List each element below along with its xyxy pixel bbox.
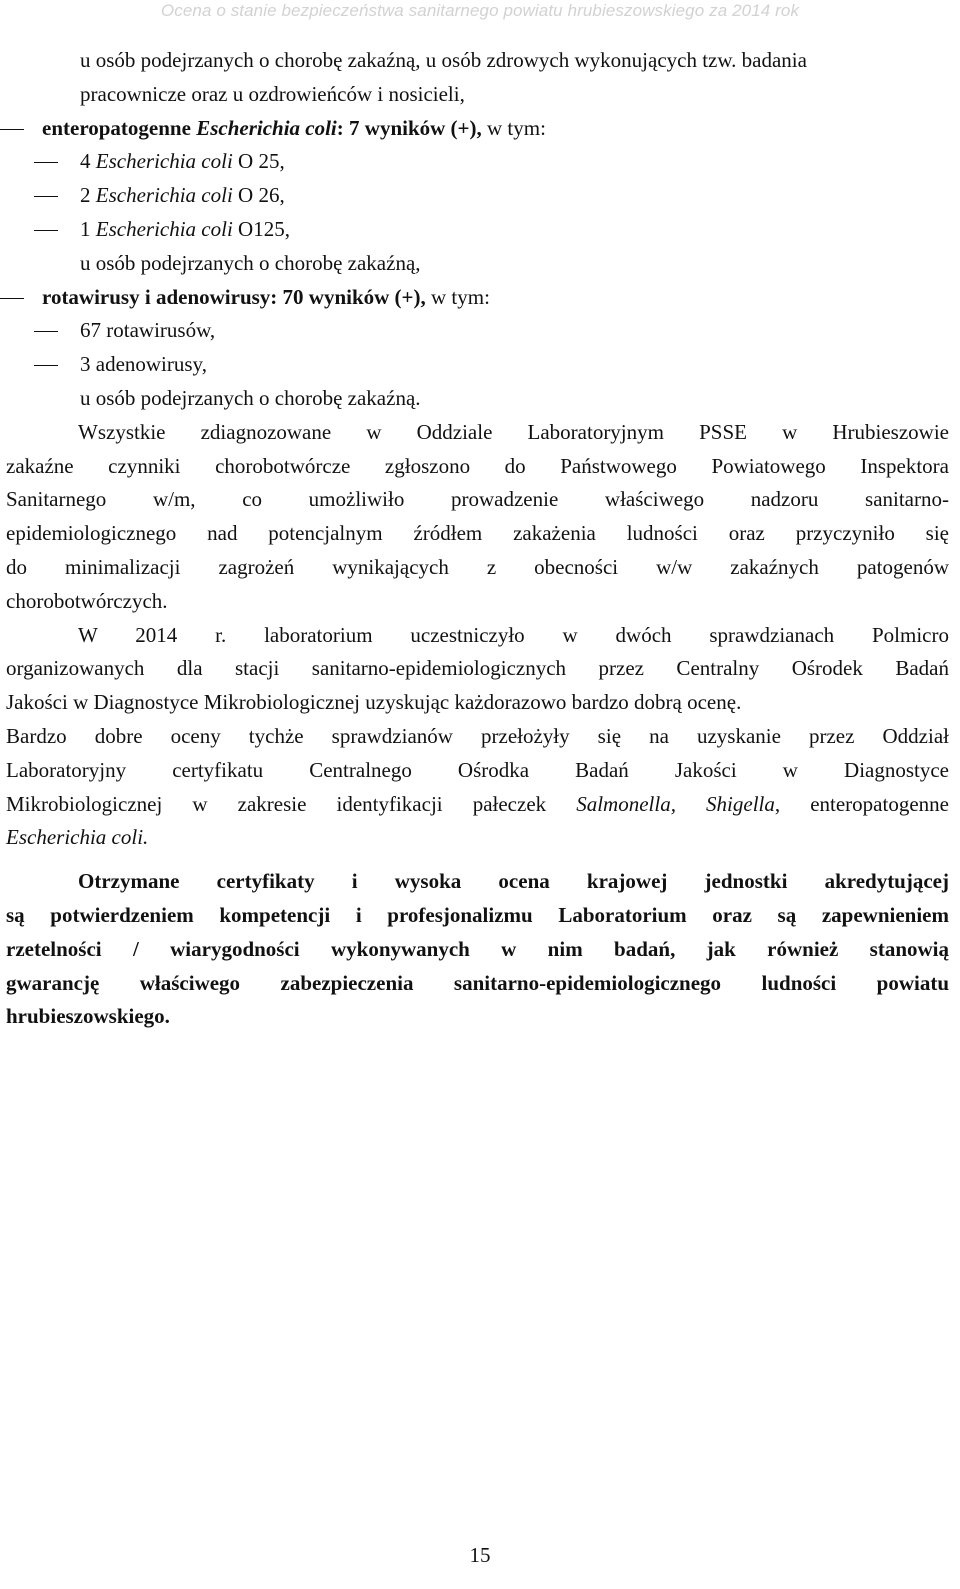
paragraph-line: Otrzymane certyfikaty i wysoka ocena krajowej jednostki akredytującej <box>78 869 949 894</box>
item-count: 2 <box>80 183 96 208</box>
sublist-item <box>6 179 949 213</box>
ecoli-italic-name: Escherichia coli <box>196 115 337 140</box>
paragraph-line: Jakości w Diagnostyce Mikrobiologicznej uzyskując każdorazowo bardzo dobrą ocenę. <box>6 690 742 715</box>
sublist-item <box>6 348 949 382</box>
dash-bullet <box>34 196 58 197</box>
ecoli-bold-prefix: enteropatogenne <box>42 115 191 140</box>
paragraph-line: hrubieszowskiego. <box>6 1004 170 1029</box>
item-species: Escherichia coli <box>95 183 233 208</box>
item-serotype: O125, <box>232 216 290 241</box>
paragraph-line: rzetelności / wiarygodności wykonywanych w nim badań, jak również stanowią <box>6 936 949 961</box>
paragraph-line: zakaźne czynniki chorobotwórcze zgłoszono do Państwowego Powiatowego Inspektora <box>6 453 949 478</box>
paragraph-line: epidemiologicznego nad potencjalnym źródłem zakażenia ludności oraz przyczyniło się <box>6 521 949 546</box>
paragraph-line <box>6 788 949 822</box>
species-italic: Salmonella, Shigella <box>576 791 775 816</box>
ecoli-note: u osób podejrzanych o chorobę zakaźną, <box>80 250 421 275</box>
item-serotype: O 26, <box>232 183 285 208</box>
item-count: 4 <box>80 149 96 174</box>
document-body <box>6 44 949 1034</box>
list-continuation-line-2: pracownicze oraz u ozdrowieńców i nosicieli, <box>80 81 465 106</box>
paragraph-line: W 2014 r. laboratorium uczestniczyło w dwóch sprawdzianach Polmicro <box>78 622 949 647</box>
paragraph-line: gwarancję właściwego zabezpieczenia sanitarno-epidemiologicznego ludności powiatu <box>6 970 949 995</box>
paragraph-line: Bardzo dobre oceny tychże sprawdzianów przełożyły się na uzyskanie przez Oddział <box>6 723 949 748</box>
list-item-viruses <box>6 281 949 315</box>
dash-bullet <box>34 331 58 332</box>
item-species: Escherichia coli <box>95 149 233 174</box>
text-span: , enteropatogenne <box>774 791 949 816</box>
paragraph-polmicro <box>6 619 949 720</box>
paragraph-line: Wszystkie zdiagnozowane w Oddziale Laboratoryjnym PSSE w Hrubieszowie <box>78 419 949 444</box>
dash-bullet <box>0 129 24 130</box>
sublist-item <box>6 213 949 247</box>
paragraph-line: organizowanych dla stacji sanitarno-epidemiologicznych przez Centralny Ośrodek Badań <box>6 656 949 681</box>
viruses-note: u osób podejrzanych o chorobę zakaźną. <box>80 385 421 410</box>
paragraph-conclusion <box>6 865 949 1034</box>
ecoli-count: : 7 wyników (+), <box>336 115 482 140</box>
species-italic: Escherichia coli. <box>6 825 149 850</box>
ecoli-suffix: w tym: <box>481 115 546 140</box>
text-span: Mikrobiologicznej w zakresie identyfikacji pałeczek <box>6 791 577 816</box>
list-continuation-line-1: u osób podejrzanych o chorobę zakaźną, u osób zdrowych wykonujących tzw. badania <box>80 48 807 72</box>
sublist-item <box>6 314 949 348</box>
paragraph-line: Laboratoryjny certyfikatu Centralnego Ośrodka Badań Jakości w Diagnostyce <box>6 757 949 782</box>
dash-bullet <box>0 298 24 299</box>
dash-bullet <box>34 162 58 163</box>
paragraph-line <box>6 821 949 855</box>
paragraph-line: Sanitarnego w/m, co umożliwiło prowadzenie właściwego nadzoru sanitarno- <box>6 487 949 512</box>
dash-bullet <box>34 230 58 231</box>
sublist-item <box>6 145 949 179</box>
viruses-suffix: w tym: <box>425 284 490 309</box>
item-count: 1 <box>80 216 96 241</box>
paragraph-line: do minimalizacji zagrożeń wynikających z obecności w/w zakaźnych patogenów <box>6 554 949 579</box>
paragraph-line: są potwierdzeniem kompetencji i profesjonalizmu Laboratorium oraz są zapewnieniem <box>6 902 949 927</box>
item-text: 3 adenowirusy, <box>80 352 207 377</box>
item-text: 67 rotawirusów, <box>80 318 216 343</box>
item-serotype: O 25, <box>232 149 285 174</box>
dash-bullet <box>34 365 58 366</box>
paragraph-diagnostics <box>6 416 949 619</box>
item-species: Escherichia coli <box>95 216 233 241</box>
list-item-ecoli <box>6 112 949 146</box>
paragraph-certificate <box>6 720 949 855</box>
page-number: 15 <box>469 1543 491 1567</box>
paragraph-line: chorobotwórczych. <box>6 588 168 613</box>
viruses-bold-label: rotawirusy i adenowirusy: 70 wyników (+), <box>42 284 426 309</box>
running-header: Ocena o stanie bezpieczeństwa sanitarnego powiatu hrubieszowskiego za 2014 rok <box>160 1 800 20</box>
